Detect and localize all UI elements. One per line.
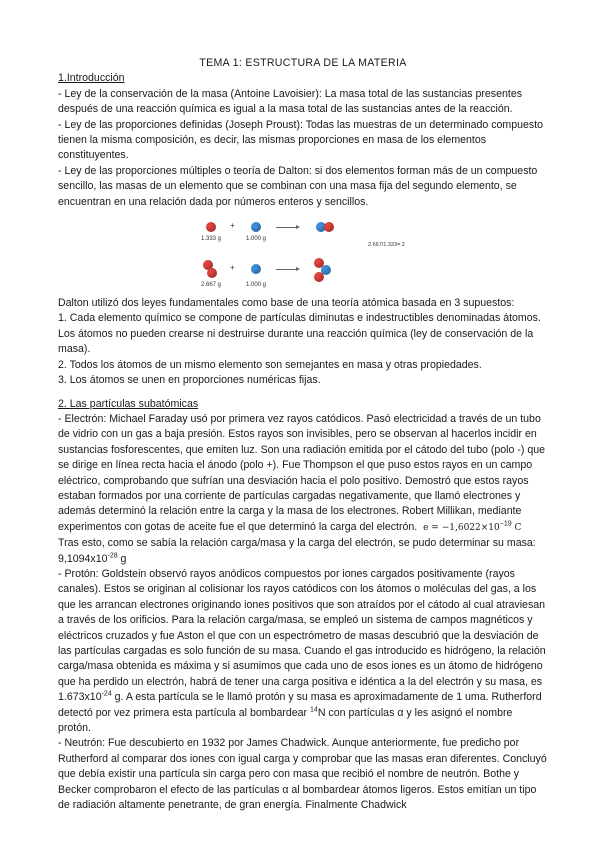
- electron-charge-unit: C: [511, 522, 522, 533]
- mass-label: 1.333 g: [201, 236, 222, 243]
- proton-text: - Protón: Goldstein observó rayos anódicos compuestos por iones cargados positivamente (rayos canales). Estos se originan al colisionar los rayos catódicos con los átomos o moléculas del gas, a los que les arrancan electrones originando iones positivos que son atraídos por el cátodo al cual atraviesan a través de los orificios. Para la relación carga/masa, se empleó un sistema de campos magnéticos y eléctricos cruzados y fue Aston el que con un espectrómetro de masas descubrió que la desviación de las partículas cargadas es solo función de su masa. Cuando el gas introducido es hidrógeno, la relación carga/masa obtenida es máxima y si asumimos que cada uno de esos iones es un átomo de hidrógeno que ha perdido un electrón, habrá de tener una carga positiva e idéntica a la del electrón y su masa, es 1.673x10: [58, 567, 546, 704]
- nitrogen-isotope: 14: [310, 706, 318, 714]
- law-conservation-mass: - Ley de la conservación de la masa (Antoine Lavoisier): La masa total de las sustancias presentes después de una reacción química es igual a la masa total de las sustancias antes de la reacción.: [58, 87, 523, 116]
- proton-text-end: N con partículas α y les asignó el nombre protón.: [58, 706, 513, 735]
- law-definite-proportions: - Ley de las proporciones definidas (Joseph Proust): Todas las muestras de un determinado compuesto tienen la misma composición, es decir, las mismas proporciones en masa de los elementos constituyentes.: [58, 118, 544, 162]
- electron-mass-unit: g: [117, 552, 127, 565]
- oxygen-atom: [324, 222, 334, 232]
- plus-sign: +: [230, 263, 235, 273]
- electron-text: - Electrón: Michael Faraday usó por primera vez rayos catódicos. Pasó electricidad a través de un tubo de vidrio con un gas a baja presión. Estos rayos son invisibles, pero se observan al hacerlos incidir en sustancias fosforescentes, que emiten luz. Son una radiación emitida por el cátodo del tubo (polo -) que se dirige en línea recta hacia el ánodo (polo +). Fue Thompson el que puso estos rayos en un campo eléctrico, comprobando que sufrían una desviación hacia el polo positivo. Demostró que estos rayos estaban formados por una corriente de partículas cargadas negativamente, que llamó electrones y además determinó la relación entre la carga y la masa de los electrones. Robert Millikan, mediante experimentos con gotas de aceite fue el que determinó la carga del electrón.: [58, 412, 546, 533]
- dalton-postulate-1: 1. Cada elemento químico se compone de partículas diminutas e indestructibles denominadas átomos. Los átomos no pueden crearse ni destruirse durante una reacción química (ley de conservación de la masa).: [58, 312, 541, 356]
- reaction-arrow: [276, 227, 298, 228]
- reaction-arrow: [276, 269, 298, 270]
- mass-label: 1.000 g: [246, 282, 267, 289]
- oxygen-atom: [206, 222, 216, 232]
- mass-label: 1.000 g: [246, 236, 267, 243]
- page-title: TEMA 1: ESTRUCTURA DE LA MATERIA: [199, 57, 407, 69]
- proton-text-cont: g. A esta partícula se le llamó protón y su masa es aproximadamente de 1 uma. Rutherford detectó por vez primera esta partícula al bombardear: [58, 691, 542, 719]
- document-page: [58, 56, 548, 813]
- electron-charge: e = −1,6022×10: [423, 522, 500, 533]
- electron-mass-text: Tras esto, como se sabía la relación carga/masa y la carga del electrón, se pudo determinar su masa: 9,1094x10: [58, 537, 536, 565]
- law-multiple-proportions: - Ley de las proporciones múltiples o teoría de Dalton: si dos elementos forman más de un compuesto sencillo, las masas de un elemento que se combinan con una masa fija del segundo elemento, se encuentran en una relación dada por números enteros y sencillos.: [58, 164, 538, 208]
- neutron-paragraph: - Neutrón: Fue descubierto en 1932 por James Chadwick. Aunque anteriormente, fue predicho por Rutherford al comparar dos iones con igual carga y comprobar que las masas eran diferentes. Concluyó que debía existir una partícula sin carga pero con masa que recibió el nombre de neutrón. Bothe y Becker comprobaron el efecto de las partículas α al bombardear átomos ligeros. Estos emitían un tipo de radiación altamente penetrante, de gran energía. Finalmente Chadwick: [58, 737, 547, 812]
- carbon-atom: [251, 264, 261, 274]
- dalton-postulate-3: 3. Los átomos se unen en proporciones numéricas fijas.: [58, 374, 321, 387]
- dalton-intro: Dalton utilizó dos leyes fundamentales como base de una teoría atómica basada en 3 supuestos:: [58, 297, 515, 310]
- oxygen-atom: [207, 268, 217, 278]
- section-heading-introduccion: 1.Introducción: [58, 72, 125, 85]
- electron-mass-exponent: -28: [107, 552, 118, 560]
- proton-paragraph: [58, 567, 548, 736]
- oxygen-atom: [314, 272, 324, 282]
- multiple-proportions-diagram: [58, 216, 548, 292]
- mass-label: 2.667 g: [201, 282, 222, 289]
- electron-charge-exponent: −19: [499, 520, 512, 528]
- carbon-atom: [251, 222, 261, 232]
- electron-mass-paragraph: [58, 536, 548, 567]
- plus-sign: +: [230, 221, 235, 231]
- section-heading-particulas: 2. Las partículas subatómicas: [58, 397, 199, 410]
- dalton-postulate-2: 2. Todos los átomos de un mismo elemento son semejantes en masa y otras propiedades.: [58, 358, 482, 371]
- ratio-label: 2.667/1.333= 2: [368, 242, 405, 249]
- electron-paragraph: [58, 412, 548, 536]
- proton-mass-exponent: -24: [101, 690, 112, 698]
